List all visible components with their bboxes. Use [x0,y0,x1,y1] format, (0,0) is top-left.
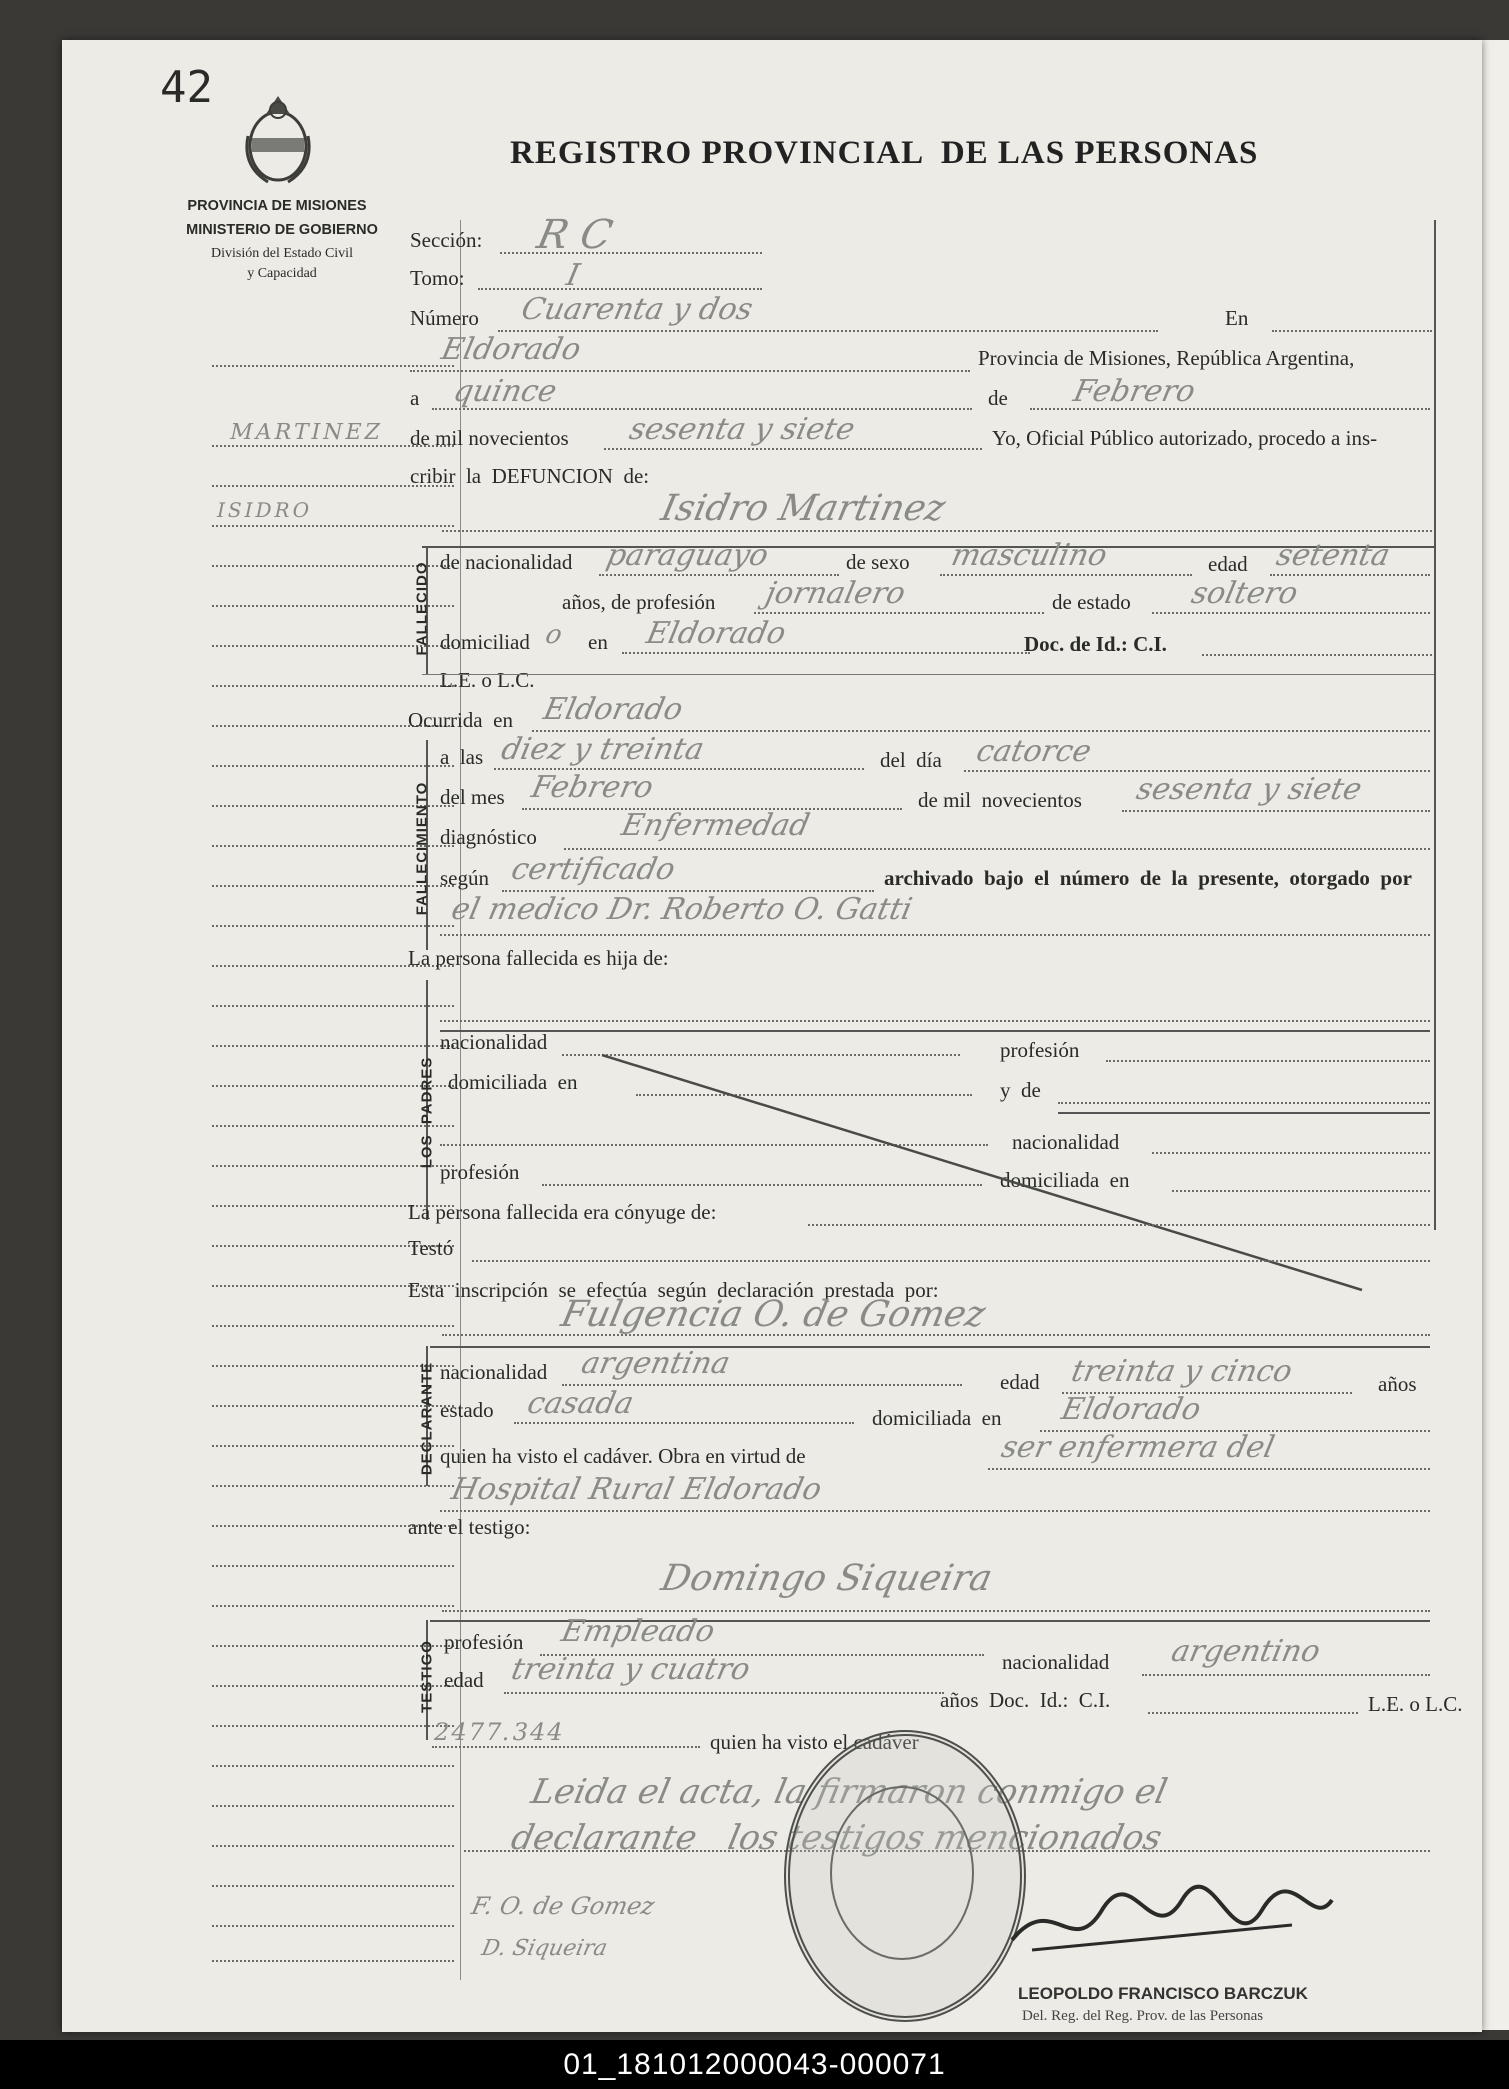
label-seccion: Sección: [410,228,483,252]
value-estado: soltero [1188,576,1301,611]
value-ocurrida: Eldorado [540,692,686,727]
conyuge-field-line [808,1224,1430,1226]
label-ocurrida: Ocurrida en [408,708,513,732]
label-numero: Número [410,306,479,330]
value-obra-virtud: ser enfermera del [998,1430,1278,1465]
label-edad: edad [1208,552,1248,576]
obra-virtud-line [988,1468,1430,1470]
label-de-nacionalidad: de nacionalidad [440,550,573,574]
test-ci-line [1148,1712,1358,1714]
official-name: LEOPOLDO FRANCISCO BARCZUK [1018,1984,1308,2003]
label-le-lc: L.E. o L.C. [440,668,535,692]
value-numero: Cuarenta y dos [518,292,756,327]
test-edad-line [504,1692,944,1694]
value-test-edad: treinta y cuatro [508,1652,754,1687]
value-dia-fallec: catorce [973,734,1095,769]
margin-surname: MARTINEZ [227,420,386,445]
value-anio-fallec: sesenta y siete [1133,772,1365,807]
value-domicilio-letra: o [542,620,565,650]
label-madre-domiciliada: domiciliada en [1000,1168,1130,1192]
value-hospital: Hospital Rural Eldorado [448,1472,825,1507]
value-test-nacionalidad: argentino [1168,1634,1324,1669]
label-en-domicilio: en [588,630,608,654]
value-tomo: I [563,258,583,293]
label-decl-edad: edad [1000,1370,1040,1394]
label-del-mes: del mes [440,785,505,809]
testigo-name-line [442,1610,1430,1612]
value-hora: diez y treinta [498,732,708,767]
label-a-las: a las [440,745,484,769]
page-number: 42 [160,62,213,113]
label-test-nacionalidad: nacionalidad [1002,1650,1110,1674]
label-en: En [1225,306,1249,330]
ministry-name: MINISTERIO DE GOBIERNO [186,222,378,238]
value-test-ci: 2477.344 [431,1718,568,1746]
label-cribir: cribir la DEFUNCION de: [410,464,650,488]
value-anio: sesenta y siete [626,412,858,447]
label-padre-nacionalidad: nacionalidad [440,1030,548,1054]
label-y-de: y de [1000,1078,1041,1102]
label-de-sexo: de sexo [846,550,910,574]
label-decl-nacionalidad: nacionalidad [440,1360,548,1384]
label-padre-domiciliada: domiciliada en [448,1070,578,1094]
test-nacionalidad-line [1142,1674,1430,1676]
label-le-o-lc: L.E. o L.C. [1368,1692,1463,1716]
file-id-bar: 01_181012000043-000071 [0,2040,1509,2089]
closing-line-2: declarante los testigos mencionados [507,1818,1166,1858]
label-diagnostico: diagnóstico [440,825,537,849]
value-nombre: Isidro Martinez [657,488,949,529]
label-quien-visto-short: quien ha visto el cadáver [710,1730,919,1754]
label-de-estado: de estado [1052,590,1131,614]
label-doc-id: Doc. de Id.: C.I. [1024,632,1167,656]
label-de-mil: de mil novecientos [410,426,569,450]
seal-inner-ring [830,1786,974,1960]
side-label-testigo: TESTIGO [418,1640,436,1713]
test-ci-num-line [432,1746,700,1748]
declarante-top-rule [430,1346,1430,1348]
label-testo: Testó [408,1236,454,1260]
value-lugar: Eldorado [438,332,584,367]
value-decl-nacionalidad: argentina [578,1346,734,1381]
label-madre-nacionalidad: nacionalidad [1012,1130,1120,1154]
value-segun: certificado [508,852,679,887]
side-label-fallecido: FALLECIDO [413,561,431,656]
value-edad: setenta [1273,538,1393,573]
official-role: Del. Reg. del Reg. Prov. de las Personas [1022,2008,1264,2024]
decl-estado-line [514,1422,854,1424]
label-test-profesion: profesión [444,1630,524,1654]
value-decl-edad: treinta y cinco [1068,1354,1296,1389]
province-name: PROVINCIA DE MISIONES [187,198,367,214]
value-test-profesion: Empleado [558,1614,718,1649]
label-hija-de: La persona fallecida es hija de: [408,946,669,970]
margin-given-name: ISIDRO [214,498,315,522]
label-padre-profesion: profesión [1000,1038,1080,1062]
label-a: a [410,386,420,410]
value-dia: quince [450,374,560,409]
hospital-line [440,1510,1430,1512]
label-quien-visto: quien ha visto el cadáver. Obra en virtud de [440,1444,806,1468]
side-label-declarante: DECLARANTE [418,1361,436,1476]
label-archivado: archivado bajo el número de la presente, otorgado por [884,866,1412,890]
label-anos-profesion: años, de profesión [562,590,716,614]
testo-field-line [472,1260,1430,1262]
value-domicilio: Eldorado [643,616,789,651]
official-signature [992,1870,1352,1980]
label-decl-anos: años [1378,1372,1417,1396]
label-tomo: Tomo: [410,266,465,290]
label-yo: Yo, Oficial Público autorizado, procedo a ins- [992,426,1378,450]
label-domiciliad: domiciliad [440,630,530,654]
label-madre-profesion: profesión [440,1160,520,1184]
value-diagnostico: Enfermedad [618,808,813,843]
value-declarante: Fulgencia O. de Gomez [557,1294,990,1335]
side-label-fallecimiento: FALLECIMIENTO [413,781,431,916]
value-mes: Febrero [1070,374,1199,409]
side-label-padres: LOS PADRES [418,1056,436,1169]
label-conyuge: La persona fallecida era cónyuge de: [408,1200,717,1224]
closing-line-1: Leida el acta, la firmaron conmigo el [527,1772,1171,1812]
value-nacionalidad: paraguayo [603,538,772,573]
label-decl-estado: estado [440,1398,494,1422]
value-otorgado: el medico Dr. Roberto O. Gatti [448,892,916,927]
label-del-dia: del día [880,748,942,772]
label-inscripcion: Esta inscripción se efectúa según declaración prestada por: [408,1278,939,1302]
label-ante-testigo: ante el testigo: [408,1515,531,1539]
value-seccion: R C [533,212,617,258]
label-segun: según [440,866,489,890]
value-profesion: jornalero [762,576,909,611]
value-decl-estado: casada [524,1386,637,1421]
signature-declarante: F. O. de Gomez [469,1892,658,1920]
value-decl-domicilio: Eldorado [1058,1392,1204,1427]
label-provincia: Provincia de Misiones, República Argentina, [978,346,1355,370]
capacity-name: y Capacidad [247,266,317,281]
label-de-mil-nov: de mil novecientos [918,788,1082,812]
official-seal [784,1730,1026,2022]
label-de: de [988,386,1008,410]
label-test-edad: edad [444,1668,484,1692]
value-testigo: Domingo Siqueira [657,1558,996,1599]
division-name: División del Estado Civil [211,246,353,261]
page-title: REGISTRO PROVINCIAL DE LAS PERSONAS [510,135,1259,171]
label-anos-doc: años Doc. Id.: C.I. [940,1688,1111,1712]
signature-testigo: D. Siqueira [479,1936,610,1961]
value-mes-fallec: Febrero [528,770,657,805]
label-decl-domiciliada: domiciliada en [872,1406,1002,1430]
value-sexo: masculino [948,538,1111,573]
register-page [62,40,1482,2032]
